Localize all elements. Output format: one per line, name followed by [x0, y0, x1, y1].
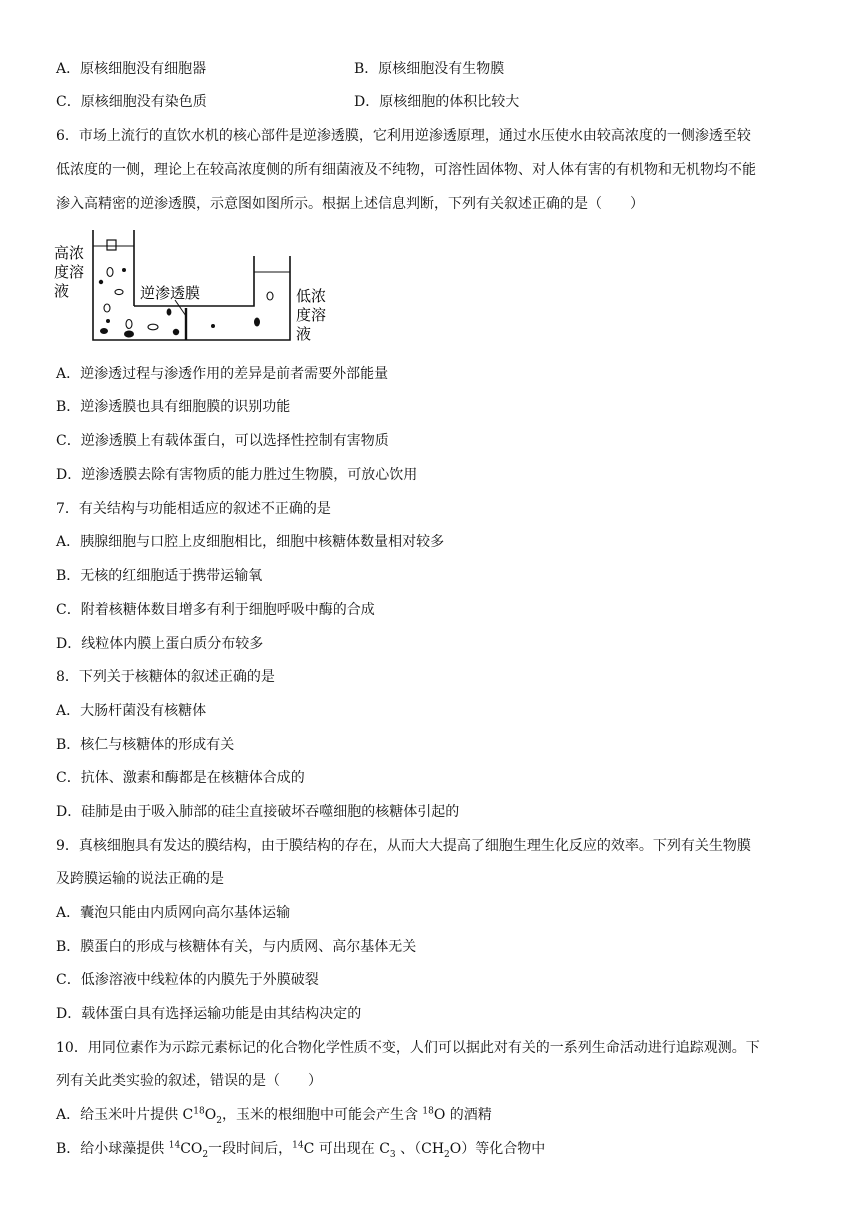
q9-stem-line-1: 9．真核细胞具有发达的膜结构，由于膜结构的存在，从而大大提高了细胞生理生化反应的效率。下列有关生物膜: [56, 838, 751, 854]
q6-stem-line-1: 6．市场上流行的直饮水机的核心部件是逆渗透膜，它利用逆渗透原理，通过水压使水由较高浓度的一侧渗透至较: [56, 128, 751, 144]
q7-option-d: D．线粒体内膜上蛋白质分布较多: [56, 636, 264, 652]
particle-open: [267, 292, 273, 300]
membrane-label: 逆渗透膜: [140, 284, 201, 302]
high-label-line-3: 液: [54, 282, 70, 300]
q5-option-d: D．原核细胞的体积比较大: [354, 94, 520, 110]
low-label-line-3: 液: [296, 325, 312, 343]
q8-option-a: A．大肠杆菌没有核糖体: [56, 703, 207, 719]
q5-option-b: B．原核细胞没有生物膜: [354, 61, 505, 77]
q9-option-c: C．低渗溶液中线粒体的内膜先于外膜破裂: [56, 972, 319, 988]
q9-option-a: A．囊泡只能由内质网向高尔基体运输: [56, 905, 291, 921]
q7-option-b: B．无核的红细胞适于携带运输氧: [56, 568, 263, 584]
q8-option-d: D．硅肺是由于吸入肺部的硅尘直接破坏吞噬细胞的核糖体引起的: [56, 804, 460, 820]
particle-dark: [254, 318, 260, 327]
high-label-line-2: 度溶: [54, 263, 85, 281]
membrane-leader-line: [175, 300, 186, 316]
low-label-line-2: 度溶: [296, 306, 327, 324]
q7-stem: 7．有关结构与功能相适应的叙述不正确的是: [56, 501, 331, 517]
low-label-line-1: 低浓: [296, 287, 327, 305]
particle-dot: [211, 324, 215, 328]
q7-option-a: A．胰腺细胞与口腔上皮细胞相比，细胞中核糖体数量相对较多: [56, 534, 445, 550]
particle-open: [126, 320, 132, 329]
tank-right-bottom: [186, 256, 290, 340]
particle-dot: [173, 329, 179, 335]
q6-stem-line-3: 渗入高精密的逆渗透膜，示意图如图所示。根据上述信息判断，下列有关叙述正确的是（ ）: [56, 196, 644, 212]
q6-option-a: A．逆渗透过程与渗透作用的差异是前者需要外部能量: [56, 366, 389, 382]
q9-option-b: B．膜蛋白的形成与核糖体有关，与内质网、高尔基体无关: [56, 939, 417, 955]
particle-open: [107, 268, 113, 277]
reverse-osmosis-diagram: [52, 226, 352, 348]
q10-stem-line-1: 10．用同位素作为示踪元素标记的化合物化学性质不变，人们可以据此对有关的一系列生命活动进行追踪观测。下: [56, 1040, 760, 1056]
particle-dot: [99, 280, 103, 284]
particle-dark: [124, 331, 134, 338]
particle-dark: [167, 308, 172, 315]
q5-option-c: C．原核细胞没有染色质: [56, 94, 207, 110]
q8-option-c: C．抗体、激素和酶都是在核糖体合成的: [56, 770, 305, 786]
q8-option-b: B．核仁与核糖体的形成有关: [56, 737, 235, 753]
particle-open: [115, 289, 123, 294]
q5-option-a: A．原核细胞没有细胞器: [56, 61, 207, 77]
q10-stem-line-2: 列有关此类实验的叙述，错误的是（ ）: [56, 1073, 322, 1089]
q10-option-b: B．给小球藻提供 $^{14}CO_2$一段时间后，$^{14}$C 可出现在 $C_3$ 、$(CH_2O)$等化合物中: [56, 1140, 546, 1160]
particle-dark: [100, 328, 108, 334]
particle-open: [148, 324, 158, 330]
q8-stem: 8．下列关于核糖体的叙述正确的是: [56, 669, 275, 685]
particle-open: [104, 304, 110, 312]
q10-option-a: A．给玉米叶片提供 $C^{18}O_2$，玉米的根细胞中可能会产生含 $^{18}$O 的酒精: [56, 1106, 492, 1126]
particle-dot: [122, 268, 126, 272]
q9-option-d: D．载体蛋白具有选择运输功能是由其结构决定的: [56, 1006, 362, 1022]
q6-option-d: D．逆渗透膜去除有害物质的能力胜过生物膜，可放心饮用: [56, 467, 418, 483]
particle-dot: [106, 319, 110, 323]
q7-option-c: C．附着核糖体数目增多有利于细胞呼吸中酶的合成: [56, 602, 375, 618]
high-label-line-1: 高浓: [54, 244, 85, 262]
q9-stem-line-2: 及跨膜运输的说法正确的是: [56, 871, 224, 887]
q6-stem-line-2: 低浓度的一侧，理论上在较高浓度侧的所有细菌液及不纯物，可溶性固体物、对人体有害的有机物和无机物均不能: [56, 162, 756, 178]
q6-option-c: C．逆渗透膜上有载体蛋白，可以选择性控制有害物质: [56, 433, 389, 449]
q6-option-b: B．逆渗透膜也具有细胞膜的识别功能: [56, 399, 291, 415]
piston-icon: [107, 240, 116, 250]
